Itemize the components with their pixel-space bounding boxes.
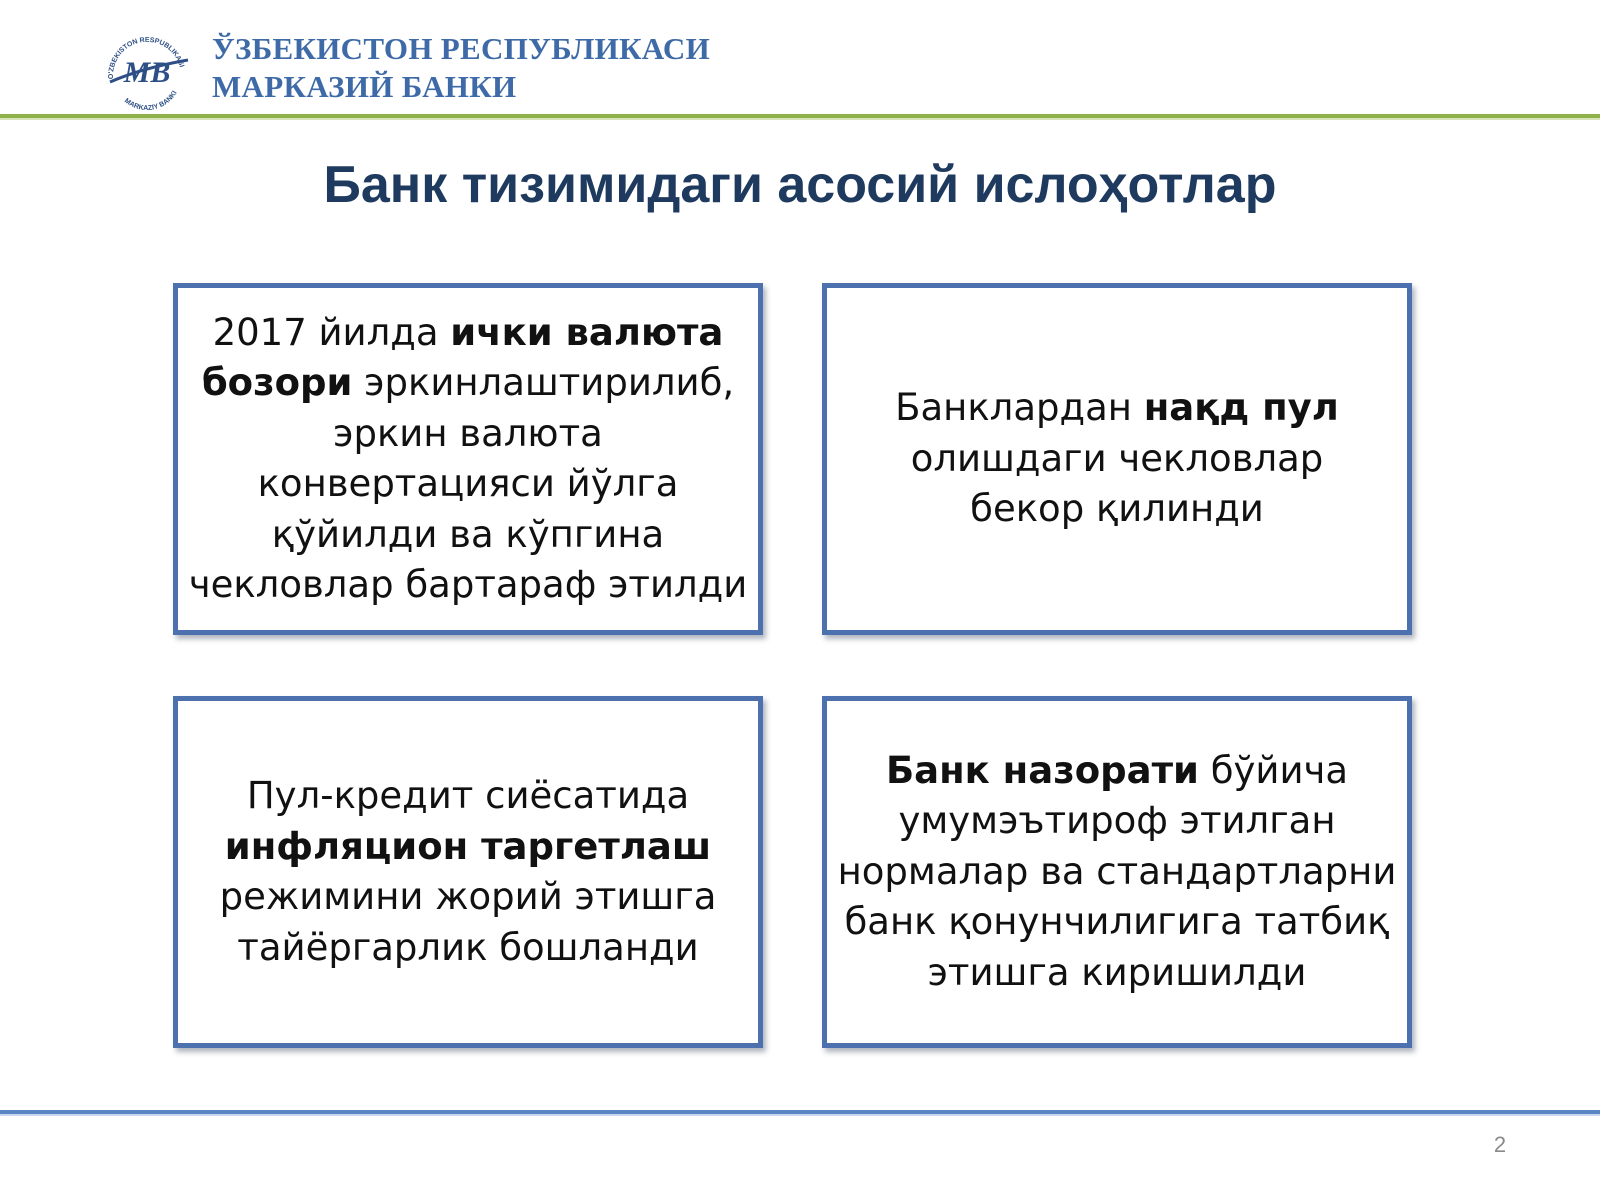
reform-card-currency-market bbox=[173, 283, 763, 635]
reform-card-text bbox=[895, 383, 1339, 535]
slide-title: Банк тизимидаги асосий ислоҳотлар bbox=[323, 156, 1277, 214]
svg-text:MB: MB bbox=[123, 56, 171, 89]
bank-name-line1: ЎЗБЕКИСТОН РЕСПУБЛИКАСИ bbox=[212, 31, 711, 66]
body-text: Пул-кредит сиёсатида bbox=[246, 774, 690, 817]
body-text: нормалар ва стандартларни bbox=[837, 849, 1397, 893]
body-text: конвертацияси йўлга bbox=[257, 462, 679, 505]
reform-card-bank-supervision bbox=[822, 696, 1412, 1048]
reform-card-text bbox=[189, 308, 748, 611]
body-text: олишдаги чекловлар bbox=[910, 436, 1324, 480]
body-text: эркин валюта bbox=[333, 411, 603, 455]
slide-header bbox=[0, 0, 1600, 120]
body-text: умумэътироф этилган bbox=[898, 799, 1336, 843]
body-text: бекор қилинди bbox=[970, 487, 1264, 531]
svg-text:O'ZBEKISTON RESPUBLIKASI: O'ZBEKISTON RESPUBLIKASI bbox=[107, 36, 185, 80]
emphasis-text: ички валюта bbox=[450, 310, 724, 354]
footer-divider-light bbox=[0, 1114, 1600, 1116]
reform-card-inflation-targeting bbox=[173, 696, 763, 1048]
emphasis-text: нақд пул bbox=[1143, 386, 1339, 430]
svg-text:MARKAZIY BANKI: MARKAZIY BANKI bbox=[122, 89, 179, 113]
body-text: тайёргарлик бошланди bbox=[237, 925, 699, 969]
bank-name bbox=[212, 30, 710, 106]
body-text: этишга киришилди bbox=[927, 950, 1307, 994]
body-text: эркинлаштирилиб, bbox=[352, 361, 735, 404]
body-text: режимини жорий этишга bbox=[219, 875, 717, 918]
emphasis-text: инфляцион таргетлаш bbox=[224, 824, 712, 868]
body-text: бўйича bbox=[1198, 748, 1349, 792]
emphasis-text: Банк назорати bbox=[885, 748, 1199, 792]
reform-card-cash-withdrawal bbox=[822, 283, 1412, 635]
body-text: 2017 йилда bbox=[212, 310, 451, 354]
emphasis-text: бозори bbox=[201, 361, 353, 404]
body-text: қўйилди ва кўпгина bbox=[271, 512, 665, 556]
central-bank-logo bbox=[102, 24, 192, 114]
header-divider-light bbox=[0, 118, 1600, 120]
body-text: банк қонунчилигига татбиқ bbox=[844, 900, 1390, 944]
reform-card-text bbox=[220, 771, 717, 973]
bank-name-line2: МАРКАЗИЙ БАНКИ bbox=[212, 69, 517, 104]
page-number: 2 bbox=[1493, 1132, 1507, 1157]
reform-card-text bbox=[838, 746, 1397, 999]
body-text: чекловлар бартараф этилди bbox=[188, 563, 748, 606]
body-text: Банклардан bbox=[895, 386, 1144, 430]
